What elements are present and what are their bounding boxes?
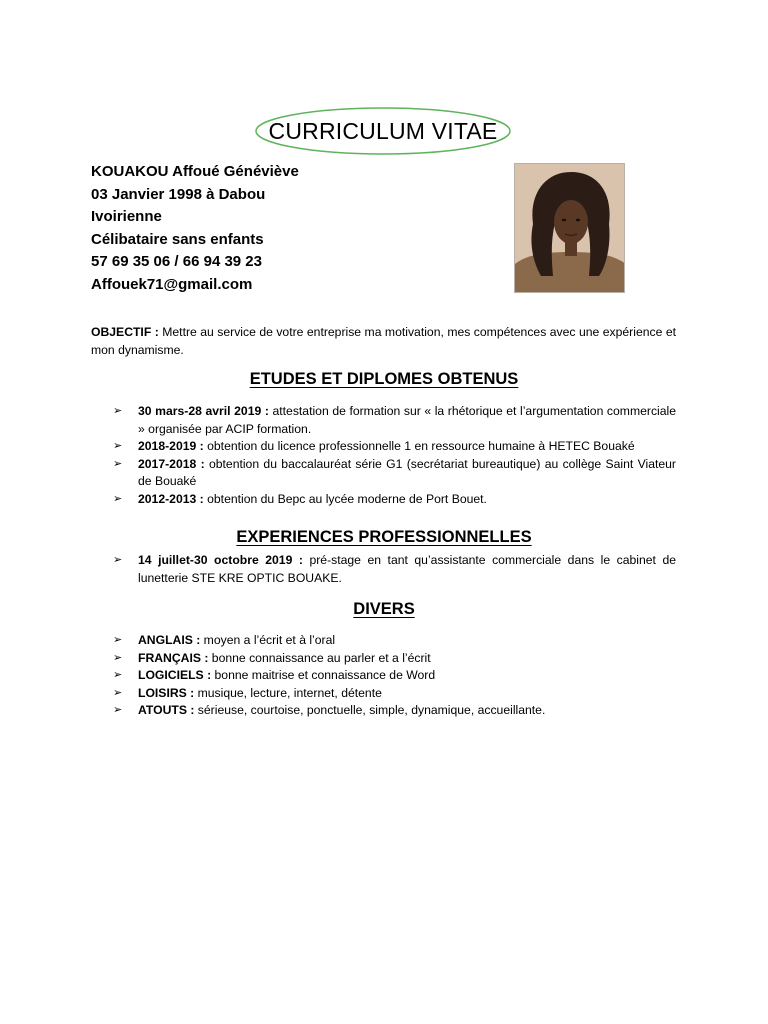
email-address: Affouek71@gmail.com bbox=[91, 275, 253, 293]
list-item: ➢ ATOUTS : sérieuse, courtoise, ponctuelle, simple, dynamique, accueillante. bbox=[113, 702, 676, 720]
full-name: KOUAKOU Affoué Généviève bbox=[91, 163, 299, 180]
objective-text: Mettre au service de votre entreprise ma motivation, mes compétences avec une expérience et mon dynamisme. bbox=[91, 325, 676, 357]
birth-info: 03 Janvier 1998 à Dabou bbox=[91, 185, 266, 203]
divers-list bbox=[113, 632, 676, 720]
section-title-education: ETUDES ET DIPLOMES OBTENUS bbox=[249, 370, 519, 388]
list-item: ➢ LOGICIELS : bonne maitrise et connaissance de Word bbox=[113, 667, 676, 685]
identity-block bbox=[91, 161, 491, 297]
list-item: ➢ LOISIRS : musique, lecture, internet, détente bbox=[113, 685, 676, 703]
arrowhead-bullet-icon: ➢ bbox=[113, 440, 123, 452]
phone-numbers: 57 69 35 06 / 66 94 39 23 bbox=[91, 253, 262, 271]
list-item: ➢ FRANÇAIS : bonne connaissance au parler et a l’écrit bbox=[113, 650, 676, 668]
title-block bbox=[254, 106, 512, 156]
arrowhead-bullet-icon: ➢ bbox=[113, 457, 123, 470]
experience-list bbox=[113, 552, 676, 587]
arrowhead-bullet-icon: ➢ bbox=[113, 405, 123, 417]
arrowhead-bullet-icon: ➢ bbox=[113, 686, 123, 699]
list-item: ➢ 2012-2013 : obtention du Bepc au lycée moderne de Port Bouet. bbox=[113, 491, 676, 509]
arrowhead-bullet-icon: ➢ bbox=[113, 669, 123, 681]
list-item: ➢ 14 juillet-30 octobre 2019 : pré-stage en tant qu’assistante commerciale dans le cabinet de lunetterie STE KRE OPTIC BOUAKE. bbox=[113, 553, 676, 585]
marital-status: Célibataire sans enfants bbox=[91, 230, 264, 248]
list-item: ➢ 30 mars-28 avril 2019 : attestation de formation sur « la rhétorique et l’argumentation commerciale » organisée par ACIP formation. bbox=[113, 404, 677, 436]
objective-paragraph bbox=[91, 323, 676, 359]
objective-label: OBJECTIF : bbox=[91, 325, 159, 339]
list-item: ➢ 2018-2019 : obtention du licence professionnelle 1 en ressource humaine à HETEC Bouaké bbox=[113, 438, 676, 456]
list-item: ➢ ANGLAIS : moyen a l’écrit et à l’oral bbox=[113, 632, 676, 650]
section-title-divers: DIVERS bbox=[353, 600, 415, 618]
section-title-experience: EXPERIENCES PROFESSIONNELLES bbox=[236, 528, 532, 546]
nationality: Ivoirienne bbox=[91, 208, 162, 226]
arrowhead-bullet-icon: ➢ bbox=[113, 554, 123, 566]
arrowhead-bullet-icon: ➢ bbox=[113, 651, 123, 664]
education-list bbox=[113, 403, 676, 508]
arrowhead-bullet-icon: ➢ bbox=[113, 704, 123, 716]
page-title: CURRICULUM VITAE bbox=[268, 117, 498, 144]
arrowhead-bullet-icon: ➢ bbox=[113, 492, 123, 505]
arrowhead-bullet-icon: ➢ bbox=[113, 634, 123, 646]
list-item: ➢ 2017-2018 : obtention du baccalauréat série G1 (secrétariat bureautique) au collège Saint Viateur de Bouaké bbox=[113, 456, 676, 488]
profile-photo bbox=[514, 163, 625, 293]
